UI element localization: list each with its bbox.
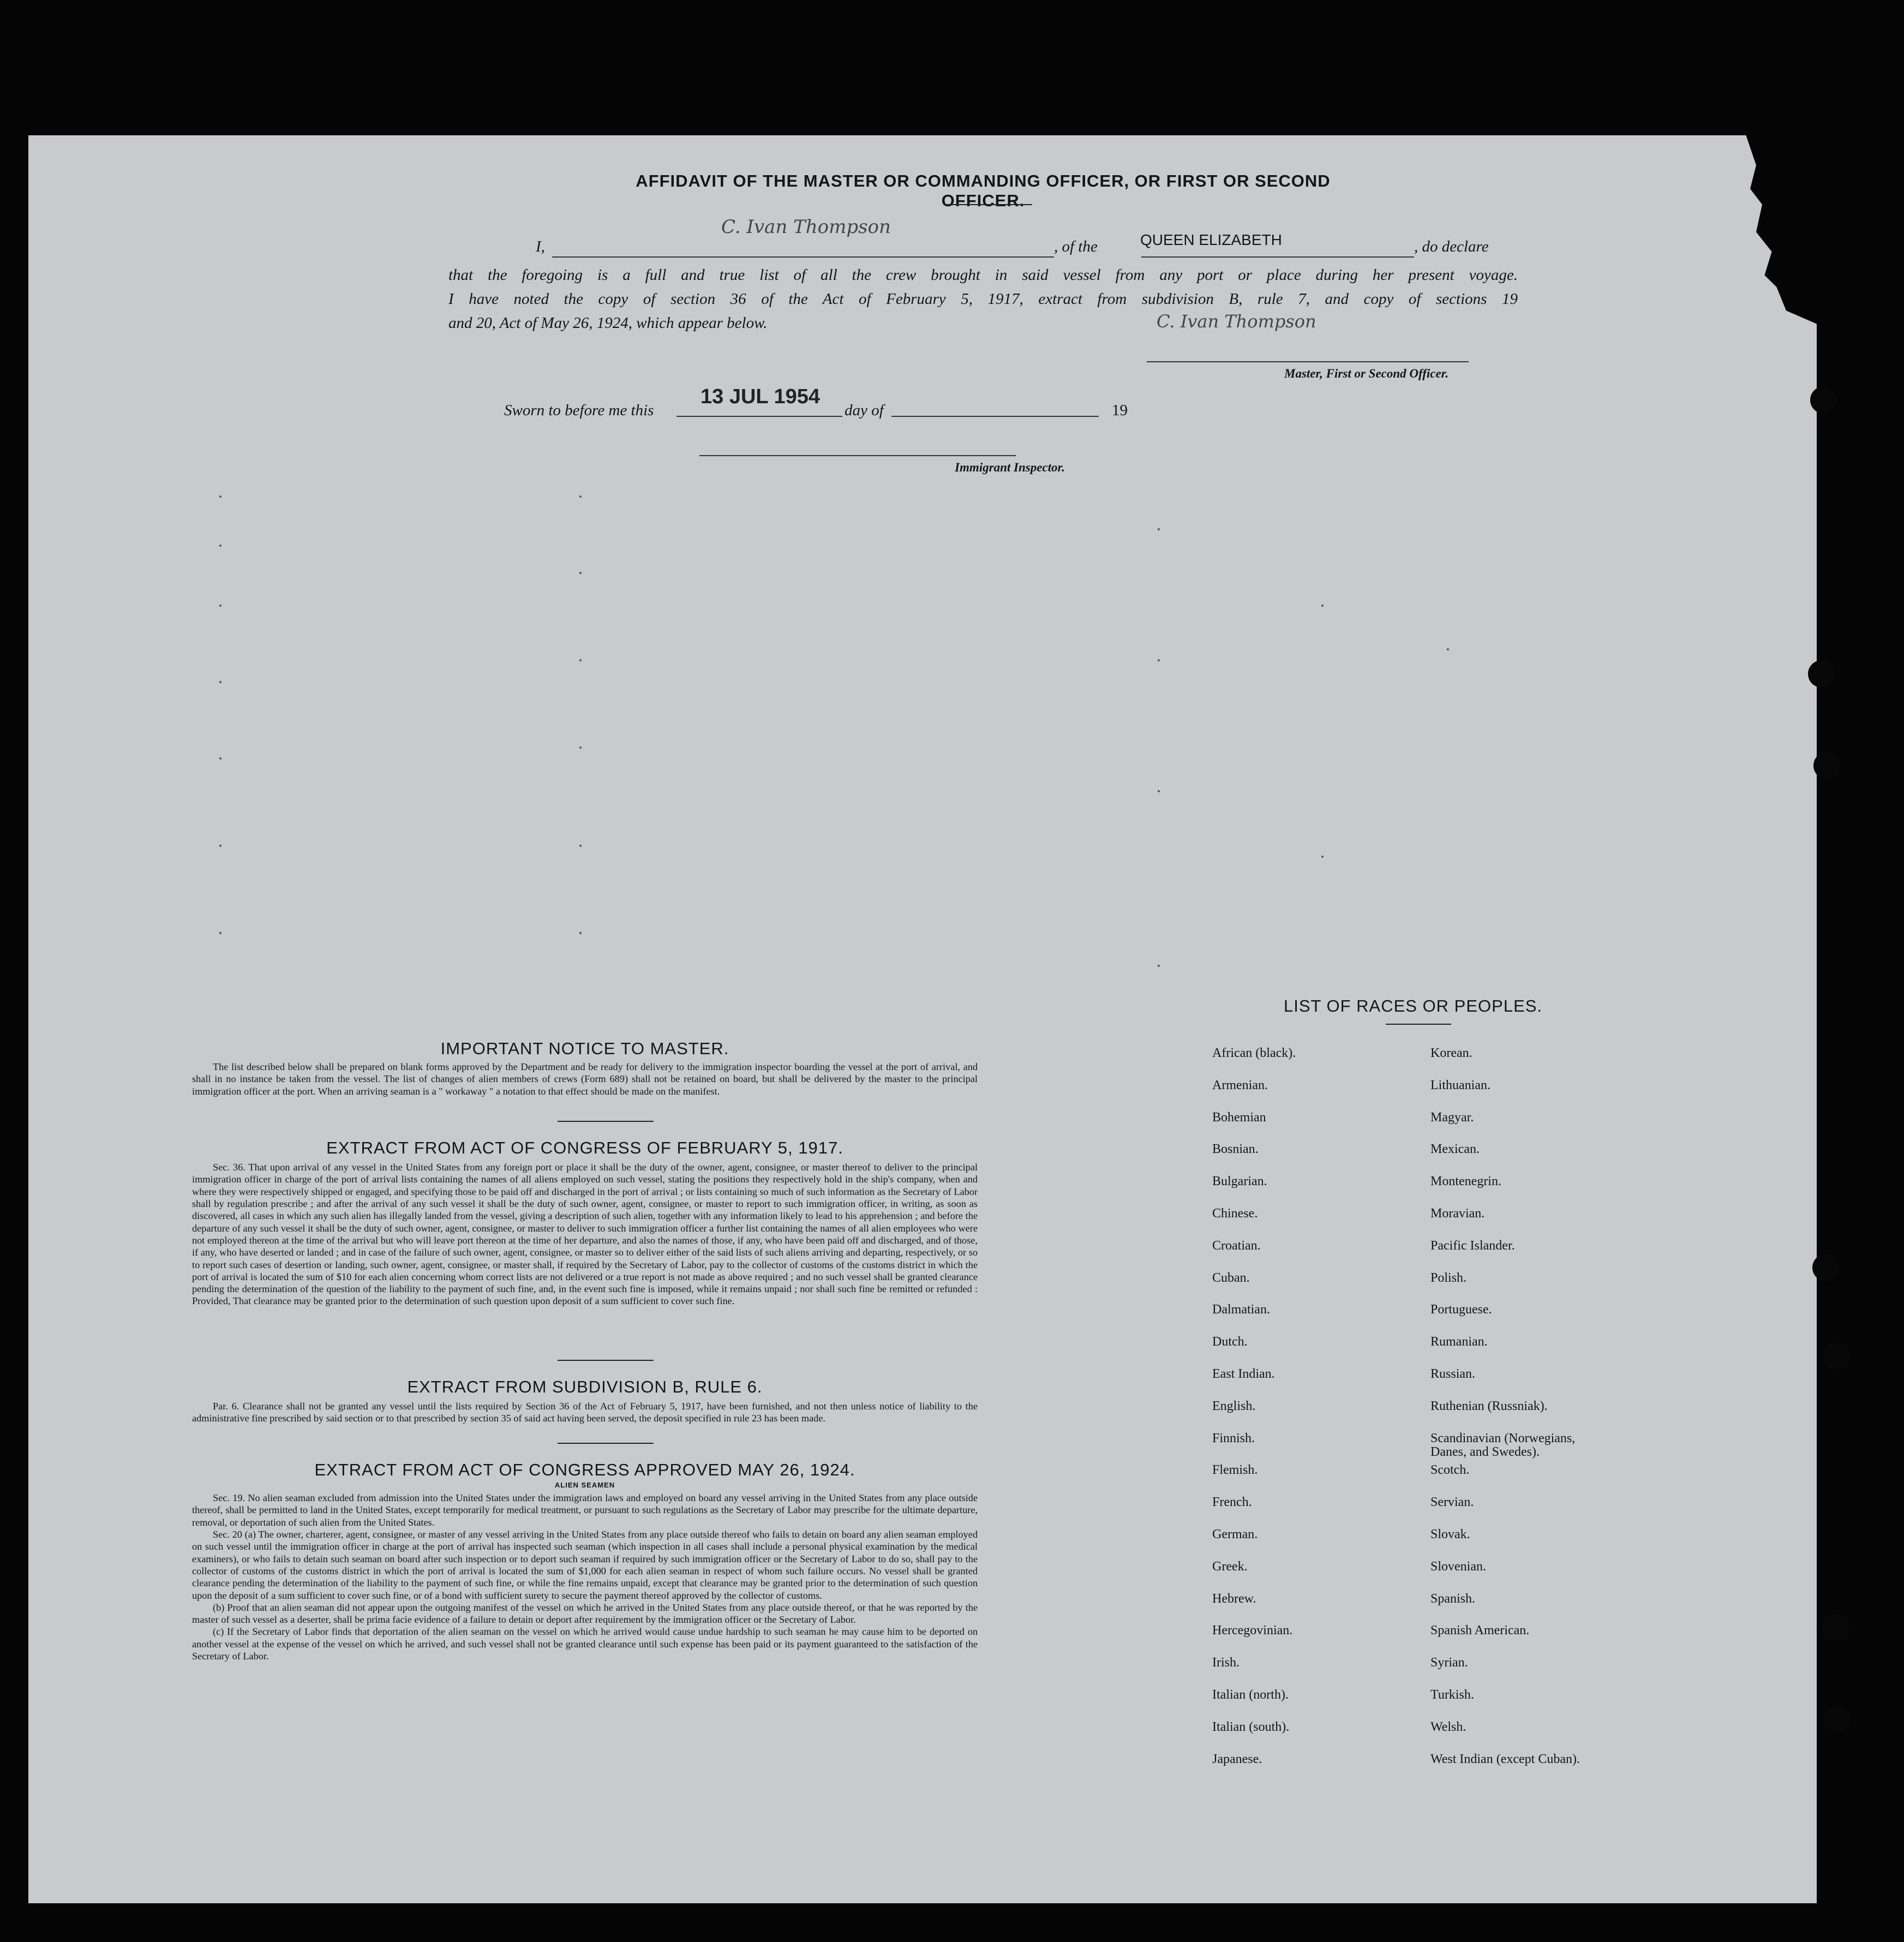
races-title: LIST OF RACES OR PEOPLES. xyxy=(1283,996,1543,1015)
extract-1924-subtitle: ALIEN SEAMEN xyxy=(554,1481,615,1489)
extract-1917-title: EXTRACT FROM ACT OF CONGRESS OF FEBRUARY 5, 1917. xyxy=(326,1138,843,1157)
guide-dot xyxy=(1447,648,1449,650)
affidavit-title: AFFIDAVIT OF THE MASTER OR COMMANDING OFFICER, OR FIRST OR SECOND OFFICER. xyxy=(636,171,1331,210)
guide-dot xyxy=(1158,790,1160,792)
master-signature-line xyxy=(1147,361,1469,362)
guide-dot xyxy=(579,845,582,847)
race-item: French. xyxy=(1212,1495,1252,1510)
punch-hole xyxy=(1812,1254,1840,1281)
punch-hole xyxy=(1823,1706,1851,1733)
master-signature: C. Ivan Thompson xyxy=(1157,311,1316,332)
guide-dot xyxy=(219,681,221,683)
section-20b: (b) Proof that an alien seaman did not appear upon the outgoing manifest of the vessel on which he arrived in the United States from any place outside thereof, or that he was reported by the master of such vessel as a deserter, shall be prima facie evidence of a failure to detain or deport after requirement by the immigration officer or the Secretary of Labor. xyxy=(192,1602,978,1626)
sworn-month-line xyxy=(891,416,1099,417)
vessel-name: QUEEN ELIZABETH xyxy=(1140,231,1282,248)
punch-hole xyxy=(1813,752,1841,779)
guide-dot xyxy=(219,495,221,498)
race-item: Irish. xyxy=(1212,1656,1240,1670)
master-signature-label: Master, First or Second Officer. xyxy=(1284,367,1449,380)
guide-dot xyxy=(1321,605,1324,607)
race-item: Croatian. xyxy=(1212,1238,1261,1253)
affidavit-of-the: , of the xyxy=(1054,238,1098,255)
guide-dot xyxy=(219,932,221,934)
guide-dot xyxy=(1158,965,1160,967)
race-item: Cuban. xyxy=(1212,1270,1250,1285)
sworn-prefix: Sworn to before me this xyxy=(504,402,654,419)
race-item: Hebrew. xyxy=(1212,1591,1256,1606)
race-item: Slovak. xyxy=(1430,1527,1470,1541)
inspector-signature-line xyxy=(699,455,1016,456)
vessel-name-line xyxy=(1141,256,1414,258)
guide-dot xyxy=(219,605,221,607)
affidavit-line3: I have noted the copy of section 36 of the Act of February 5, 1917, extract from subdivision B, rule 7, and copy of sections 19 xyxy=(448,290,1518,308)
guide-dot xyxy=(579,572,582,574)
race-item: Flemish. xyxy=(1212,1463,1258,1478)
form-page xyxy=(28,135,1817,1903)
guide-dot xyxy=(579,746,582,749)
guide-dot xyxy=(219,845,221,847)
guide-dot xyxy=(219,545,221,547)
race-item: Dalmatian. xyxy=(1212,1302,1270,1317)
race-item: East Indian. xyxy=(1212,1366,1275,1381)
rule6-text: Par. 6. Clearance shall not be granted any vessel until the lists required by Section 36 of the Act of February 5, 1917, have been furnished, and not then unless notice of liability to the administrative fine prescribed by said section or to that prescribed by section 35 of said act having been served, the deposit specified in rule 23 has been made. xyxy=(192,1401,978,1424)
guide-dot xyxy=(579,495,582,498)
extract-1924-text xyxy=(192,1492,978,1662)
race-item: Finnish. xyxy=(1212,1431,1255,1445)
race-item: African (black). xyxy=(1212,1046,1296,1060)
race-item: Polish. xyxy=(1430,1270,1467,1285)
guide-dot xyxy=(579,659,582,661)
race-item: Chinese. xyxy=(1212,1206,1258,1221)
punch-hole xyxy=(1808,660,1835,688)
race-item: Bosnian. xyxy=(1212,1142,1259,1157)
rule6-rule xyxy=(558,1443,654,1444)
race-item: Servian. xyxy=(1430,1495,1474,1510)
race-item: Armenian. xyxy=(1212,1078,1268,1092)
race-item: Dutch. xyxy=(1212,1335,1248,1349)
race-item: Syrian. xyxy=(1430,1656,1468,1670)
race-item: Japanese. xyxy=(1212,1752,1262,1766)
inspector-label: Immigrant Inspector. xyxy=(955,461,1065,474)
guide-dot xyxy=(1158,659,1160,661)
race-item: West Indian (except Cuban). xyxy=(1430,1752,1580,1766)
officer-signature: C. Ivan Thompson xyxy=(721,216,891,238)
race-item: Portuguese. xyxy=(1430,1302,1492,1317)
race-item: Korean. xyxy=(1430,1046,1472,1060)
sworn-day-of: day of xyxy=(845,402,884,419)
extract-1924-title: EXTRACT FROM ACT OF CONGRESS APPROVED MAY 26, 1924. xyxy=(314,1460,855,1479)
punch-hole xyxy=(1823,1342,1851,1370)
notice-rule xyxy=(558,1121,654,1122)
races-column-2 xyxy=(1430,1047,1580,1784)
race-item: Spanish. xyxy=(1430,1591,1476,1606)
title-rule xyxy=(945,204,1032,205)
race-item: Rumanian. xyxy=(1430,1335,1488,1349)
sworn-year: 19 xyxy=(1112,402,1128,419)
race-item: Greek. xyxy=(1212,1559,1248,1574)
race-item: Moravian. xyxy=(1430,1206,1485,1221)
extract-1917-rule xyxy=(558,1360,654,1361)
race-item: Magyar. xyxy=(1430,1110,1474,1125)
guide-dot xyxy=(1158,528,1160,530)
race-item: Turkish. xyxy=(1430,1687,1474,1702)
sworn-date-stamp: 13 JUL 1954 xyxy=(700,385,821,408)
race-item: Slovenian. xyxy=(1430,1559,1486,1574)
race-item: Russian. xyxy=(1430,1366,1476,1381)
extract-1917-text: Sec. 36. That upon arrival of any vessel in the United States from any foreign port or place it shall be the duty of the owner, agent, consignee, or master thereof to deliver to the principal immigration officer in charge of the port of arrival lists containing the names of all aliens employed on such vessel, stating the positions they respectively hold in the ship's company, when and where they were respectively shipped or engaged, and specifying those to be paid off and discharged in the port of arrival ; or lists containing so much of such information as the Secretary of Labor shall by regulation prescribe ; and after the arrival of any such vessel it shall be the duty of such owner, agent, consignee, or master to report to such immigration officer, in writing, as soon as discovered, all cases in which any such alien has illegally landed from the vessel, giving a description of such alien, together with any information likely to lead to his apprehension ; and before the departure of any such vessel it shall be the duty of such owner, agent, consignee, or master to deliver to such immigration officer a further list containing the names of all alien employees who were not employed thereon at the time of the arrival but who will leave port thereon at the time of her departure, and also the names of those, if any, who have been paid off and discharged, and of those, if any, who have deserted or landed ; and in case of the failure of such owner, agent, consignee, or master so to deliver either of the said lists of such aliens arriving and departing, respectively, or so to report such cases of desertion or landing, such owner, agent, consignee, or master shall, if required by the Secretary of Labor, pay to the collector of customs of the customs district in which the port of arrival is located the sum of $10 for each alien concerning whom correct lists are not delivered or a true report is not made as above required ; and no such vessel shall be granted clearance pending the determination of the question of the liability to the payment of such fine, and, in the event such fine is imposed, while it remains unpaid ; nor shall such fine be remitted or refunded : Provided, That clearance may be granted prior to the determination of such question upon deposit of a sum sufficient to cover such fine. xyxy=(192,1162,978,1307)
race-item: Scotch. xyxy=(1430,1463,1470,1478)
races-column-1 xyxy=(1212,1047,1296,1784)
section-20c: (c) If the Secretary of Labor finds that deportation of the alien seaman on the vessel on which he arrived would cause undue hardship to such seaman he may cause him to be deported on another vessel at the expense of the vessel on which he arrived, and such vessel shall not be granted clearance until such expense has been paid or its payment guaranteed to the satisfaction of the Secretary of Labor. xyxy=(192,1626,978,1662)
race-item: Italian (north). xyxy=(1212,1687,1289,1702)
race-item: Pacific Islander. xyxy=(1430,1238,1515,1253)
affidavit-line2: that the foregoing is a full and true list of all the crew brought in said vessel from any port or place during her present voyage. xyxy=(448,266,1518,284)
race-item: Ruthenian (Russniak). xyxy=(1430,1399,1548,1413)
race-item: Spanish American. xyxy=(1430,1623,1530,1638)
affidavit-line4: and 20, Act of May 26, 1924, which appear below. xyxy=(448,314,768,332)
race-item: Italian (south). xyxy=(1212,1719,1290,1734)
punch-hole xyxy=(1810,386,1837,414)
race-item: German. xyxy=(1212,1527,1258,1541)
race-item: Scandinavian (Norwegians, Danes, and Swedes). xyxy=(1430,1431,1576,1459)
sworn-day-line xyxy=(676,416,842,417)
notice-text: The list described below shall be prepared on blank forms approved by the Department and be ready for delivery to the immigration inspector boarding the vessel at the port of arrival, and shall in no instance be taken from the vessel. The list of changes of alien members of crews (Form 689) shall not be retained on board, but shall be delivered by the master to the principal immigration officer at the port. When an arriving seaman is a " workaway " a notation to that effect should be made on the manifest. xyxy=(192,1061,978,1097)
section-19: Sec. 19. No alien seaman excluded from admission into the United States under the immigration laws and employed on board any vessel arriving in the United States from any place outside thereof, shall be permitted to land in the United States, except temporarily for medical treatment, or pursuant to such regulations as the Secretary of Labor may prescribe for the ultimate departure, removal, or deportation of such alien from the United States. xyxy=(192,1492,978,1528)
race-item: English. xyxy=(1212,1399,1256,1413)
guide-dot xyxy=(1321,856,1324,858)
affidavit-declare: , do declare xyxy=(1414,238,1489,255)
officer-name-line xyxy=(552,256,1054,258)
race-item: Welsh. xyxy=(1430,1719,1466,1734)
punch-hole xyxy=(1822,1614,1849,1641)
rule6-title: EXTRACT FROM SUBDIVISION B, RULE 6. xyxy=(407,1377,763,1396)
torn-corner xyxy=(1702,130,1822,326)
guide-dot xyxy=(219,757,221,760)
race-item: Bohemian xyxy=(1212,1110,1266,1125)
race-item: Montenegrin. xyxy=(1430,1174,1501,1189)
race-item: Hercegovinian. xyxy=(1212,1623,1293,1638)
notice-title: IMPORTANT NOTICE TO MASTER. xyxy=(440,1039,729,1058)
race-item: Lithuanian. xyxy=(1430,1078,1490,1092)
section-20a: Sec. 20 (a) The owner, charterer, agent, consignee, or master of any vessel arriving in the United States from any place outside thereof who fails to detain on board any alien seaman employed on such vessel until the immigration officer in charge at the port of arrival has inspected such seaman (which inspection in all cases shall include a personal physical examination by the medical examiners), or who fails to detain such seaman on board after such inspection or to deport such seaman if required by such immigration officer or the Secretary of Labor to do so, shall pay to the collector of customs of the customs district in which the port of arrival is located the sum of $1,000 for each alien seaman in respect of whom such failure occurs. No vessel shall be granted clearance pending the determination of the liability to the payment of such fine, or while the fine remains unpaid, except that clearance may be granted prior to the determination of such question upon the deposit of a sum sufficient to cover such fine, or of a bond with sufficient surety to secure the payment thereof approved by the collector of customs. xyxy=(192,1528,978,1601)
guide-dot xyxy=(579,932,582,934)
race-item: Mexican. xyxy=(1430,1142,1480,1157)
affidavit-i: I, xyxy=(536,238,545,255)
race-item: Bulgarian. xyxy=(1212,1174,1267,1189)
races-rule xyxy=(1386,1024,1451,1025)
